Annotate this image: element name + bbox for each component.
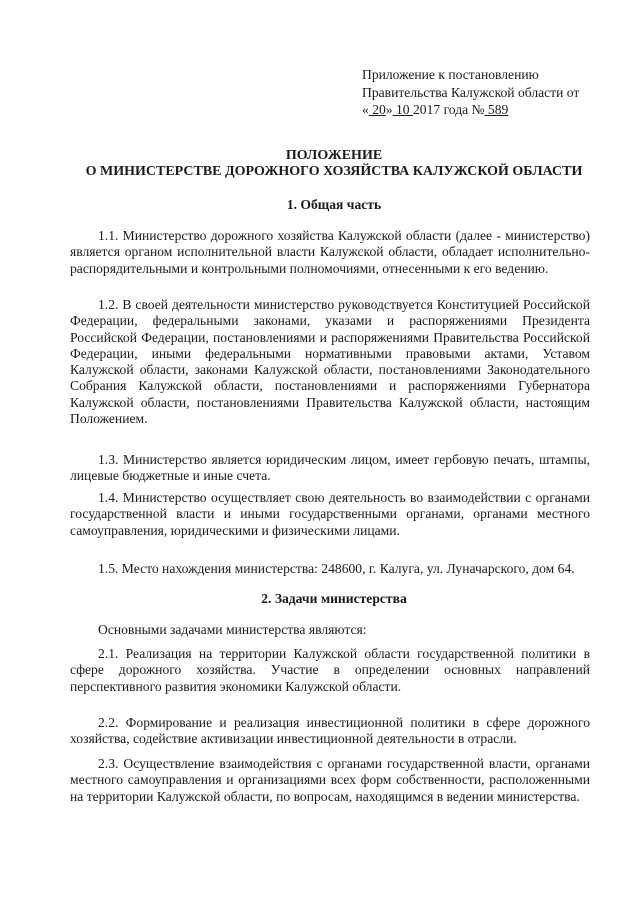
appendix-date-line bbox=[362, 101, 612, 119]
document-title: ПОЛОЖЕНИЕ bbox=[285, 148, 383, 163]
date-open-quote: « bbox=[362, 102, 369, 117]
date-year: 2017 года № bbox=[412, 102, 485, 117]
paragraph-2-2: 2.2. Формирование и реализация инвестиционной политики в сфере дорожного хозяйства, содействие активизации инвестиционной деятельности в отрасли. bbox=[70, 715, 590, 747]
section-2-intro: Основными задачами министерства являются: bbox=[98, 622, 367, 637]
appendix-line-1: Приложение к постановлению bbox=[362, 67, 539, 82]
paragraph-2-1: 2.1. Реализация на территории Калужской области государственной политики в сфере дорожного хозяйства. Участие в определении основных направлений перспективного развития экономики Калужской области. bbox=[70, 646, 590, 694]
paragraph-1-5: 1.5. Место нахождения министерства: 248600, г. Калуга, ул. Луначарского, дом 64. bbox=[98, 561, 575, 576]
date-month: 10 bbox=[392, 102, 413, 117]
paragraph-1-1: 1.1. Министерство дорожного хозяйства Калужской области (далее - министерство) является органом исполнительной власти Калужской области, обладает исполнительно-распорядительными и контрольными полномочиями, отнесенными к его ведению. bbox=[70, 228, 590, 276]
section-2-heading: 2. Задачи министерства bbox=[261, 591, 407, 606]
date-close-quote: » bbox=[385, 102, 393, 117]
paragraph-1-4: 1.4. Министерство осуществляет свою деятельность во взаимодействии с органами государственной власти и иными государственными органами, органами местного самоуправления, юридическими и физическими лицами. bbox=[70, 490, 590, 538]
appendix-block bbox=[362, 66, 612, 119]
appendix-line-2: Правительства Калужской области от bbox=[362, 84, 580, 100]
document-subtitle: О МИНИСТЕРСТВЕ ДОРОЖНОГО ХОЗЯЙСТВА КАЛУЖСКОЙ ОБЛАСТИ bbox=[85, 164, 583, 179]
paragraph-1-2: 1.2. В своей деятельности министерство руководствуется Конституцией Российской Федерации, федеральными законами, указами и распоряжениями Президента Российской Федерации, постановлениями и распоряжениями Правительства Российской Федерации, иными федеральными нормативными правовыми актами, Уставом Калужской области, законами Калужской области, постановлениями Законодательного Собрания Калужской области, постановлениями и распоряжениями Губернатора Калужской области, постановлениями Правительства Калужской области, настоящим Положением. bbox=[70, 297, 590, 427]
resolution-number: 589 bbox=[484, 102, 509, 117]
date-day: 20 bbox=[368, 102, 386, 117]
section-1-heading: 1. Общая часть bbox=[286, 197, 382, 212]
paragraph-2-3: 2.3. Осуществление взаимодействия с органами государственной власти, органами местного самоуправления и организациями всех форм собственности, расположенными на территории Калужской области, по вопросам, находящимся в ведении министерства. bbox=[70, 756, 590, 804]
paragraph-1-3: 1.3. Министерство является юридическим лицом, имеет гербовую печать, штампы, лицевые бюджетные и иные счета. bbox=[70, 452, 590, 484]
